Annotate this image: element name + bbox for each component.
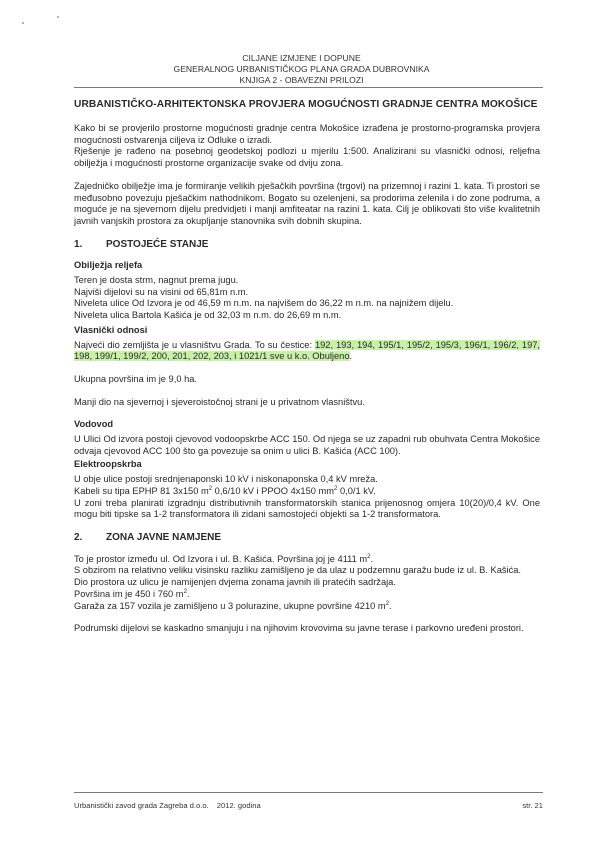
private-ownership-text: Manji dio na sjevernoj i sjeveroistočnoj strani je u privatnom vlasništvu. <box>74 396 365 407</box>
relief-subheading: Obilježja reljefa <box>74 260 143 271</box>
zone-line-1 <box>74 554 540 566</box>
header-line-2: GENERALNOG URBANISTIČKOG PLANA GRADA DUBROVNIKA <box>173 64 430 74</box>
superscript: 2 <box>334 485 338 492</box>
zone-line-4a: Površina im je 450 i 760 m <box>74 588 184 599</box>
power-line-1: U obje ulice postoji srednjenaponski 10 kV i niskonaponska 0,4 kV mreža. <box>74 474 378 485</box>
header-line-3: KNJIGA 2 - OBAVEZNI PRILOZI <box>239 75 364 85</box>
intro-paragraph-1b: Rješenje je rađeno na posebnoj geodetskoj podlozi u mjerilu 1:500. Analizirani su vlasnički odnosi, reljefna obilježja i mogućnosti prostorne organizacije svake od dviju zona. <box>74 146 540 169</box>
zone-line-2: S obzirom na relativno veliku visinsku razliku zamišljeno je da ulaz u podzemnu garažu bude iz ul. B. Kašića. <box>74 565 521 576</box>
power-supply-subheading: Elektroopskrba <box>74 459 142 470</box>
superscript: 2 <box>385 600 389 607</box>
header-divider <box>74 87 543 88</box>
power-line-3: U zoni treba planirati izgradnju distributivnih transformatorskih stanica prijenosnog omjera 10(20)/0,4 kV. One mogu biti tipske sa 1-2 transformatora ili zidani samostojeći objekti sa 1-2 transformatora. <box>74 497 540 520</box>
scan-speck <box>22 22 24 24</box>
relief-line: Najviši dijelovi su na visini od 65,81m n.m. <box>74 286 249 297</box>
scan-speck <box>57 16 59 18</box>
section-2-title: ZONA JAVNE NAMJENE <box>106 531 222 543</box>
section-2-heading <box>74 532 540 544</box>
superscript: 2 <box>183 588 187 595</box>
page-number: str. 21 <box>522 801 543 810</box>
section-2-number: 2. <box>74 531 83 543</box>
footer-divider <box>74 792 543 793</box>
zone-line-5b: . <box>388 600 392 611</box>
footer-year: 2012. godina <box>216 801 261 810</box>
footer-institution: Urbanistički zavod grada Zagreba d.o.o. <box>74 801 209 810</box>
document-title: URBANISTIČKO-ARHITEKTONSKA PROVJERA MOGUĆNOSTI GRADNJE CENTRA MOKOŠICE <box>74 99 538 110</box>
ownership-text: Najveći dio zemljišta je u vlasništvu Grada. To su čestice: <box>74 339 315 350</box>
section-1-number: 1. <box>74 238 83 250</box>
page-footer <box>74 801 543 810</box>
zone-line-1b: . <box>370 553 374 564</box>
zone-line-4 <box>74 589 540 601</box>
zone-line-5 <box>74 601 540 613</box>
page-body <box>74 99 540 635</box>
power-line-2b: 0,6/10 kV i PPOO 4x150 mm <box>212 485 335 496</box>
power-line-2 <box>74 486 540 498</box>
ownership-subheading: Vlasnički odnosi <box>74 324 148 335</box>
header-line-1: CILJANE IZMJENE I DOPUNE <box>242 53 361 63</box>
total-area-text: Ukupna površina im je 9,0 ha. <box>74 373 197 384</box>
relief-line: Niveleta ulica Bartola Kašića je od 32,03 m n.m. do 26,69 m n.m. <box>74 310 342 321</box>
zone-line-4b: . <box>186 588 190 599</box>
intro-paragraph-2: Zajedničko obilježje ima je formiranje velikih pješačkih površina (trgovi) na prizemnoj i razini 1. kata. Ti prostori se međusobno povezuju pješačkim nathodnikom. Bogato su ozelenjeni, sa prodorima zelenila i do zone podruma, a moguće je na sjevernom dijelu predvidjeti i manji amfiteatar na razini 1. kata. Cilj je oblikovati što više kvalitetnih javnih vanjskih prostora za okupljanje stanovnika svih dobnih skupina. <box>74 180 540 226</box>
water-supply-subheading: Vodovod <box>74 419 114 430</box>
zone-line-1a: To je prostor između ul. Od Izvora i ul. B. Kašića. Površina joj je 4111 m <box>74 553 368 564</box>
page-header <box>0 53 603 86</box>
power-line-2a: Kabeli su tipa EPHP 81 3x150 m <box>74 485 209 496</box>
zone-line-5a: Garaža za 157 vozila je zamišljeno u 3 polurazine, ukupne površine 4210 m <box>74 600 386 611</box>
intro-paragraph-1a: Kako bi se provjerilo prostorne mogućnosti gradnje centra Mokošice izrađena je prostorno-programska provjera mogućnosti ostvarenja ciljeva iz Odluke o izradi. <box>74 123 540 145</box>
relief-line: Niveleta ulice Od Izvora je od 46,59 m n.m. na najvišem do 36,22 m n.m. na najnižem dijelu. <box>74 298 454 309</box>
ownership-end: . <box>349 351 353 362</box>
footer-left <box>74 801 267 810</box>
relief-line: Teren je dosta strm, nagnut prema jugu. <box>74 275 239 286</box>
ownership-paragraph <box>74 340 540 363</box>
section-1-title: POSTOJEĆE STANJE <box>106 238 209 250</box>
zone-last-paragraph: Podrumski dijelovi se kaskadno smanjuju i na njihovim krovovima su javne terase i parkovno uređeni prostori. <box>74 623 524 634</box>
water-supply-text: U Ulici Od izvora postoji cjevovod vodoopskrbe ACC 150. Od njega se uz zapadni rub obuhvata Centra Mokošice odvaja cjevovod ACC 100 što ga povezuje sa onim u ulici B. Kašića (ACC 100). <box>74 434 540 456</box>
zone-line-3: Dio prostora uz ulicu je namijenjen dvjema zonama javnih ili pratećih sadržaja. <box>74 577 396 588</box>
superscript: 2 <box>367 553 371 560</box>
superscript: 2 <box>208 485 213 492</box>
section-1-heading <box>74 239 540 251</box>
power-line-2c: 0,0/1 kV. <box>337 485 376 496</box>
ownership-parcels-highlight: 192, 193, 194, 195/1, 195/2, 195/3, 196/1, 196/2, 197, 198, 199/1, 199/2, 200, 201, 202, 203, i 1021/1 sve u k.o. Obuljeno <box>74 339 541 362</box>
